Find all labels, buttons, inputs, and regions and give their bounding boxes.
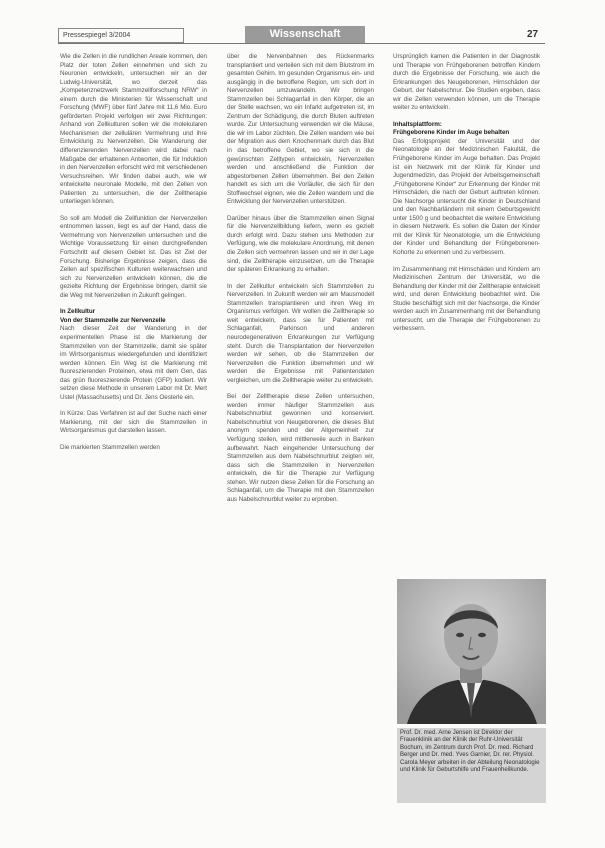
subheading: Frühgeborene Kinder im Auge behalten xyxy=(393,129,510,137)
paragraph: Das Erfolgsprojekt der Universität und der Neonatologie an der Medizinischen Fakultät, die Frühgeborene Kinder im Auge behalten. Das Projekt ist ein Netzwerk mit der Klinik für Kinder und Jugendmedizin, das Projekt der Arbeitsgemeinschaft „Frühgeborene Kinder“ zur Erkennung der Kinder mit Hirnschäden, die nach der Geburt auftreten können. Die Nachsorge untersucht die Kinder in Deutschland und den Nachbarländern mit einem Geburtsgewicht unter 1500 g und beobachtet die weitere Entwicklung in diesem Netzwerk. Es sollen die Daten der Kinder mit der Klinik für Neonatologie, um die Entwicklung der Kinder und Behandlung der Frühgeborenen-Kohorte zu erkennen und zu verbessern. xyxy=(393,137,540,257)
section-title: Wissenschaft xyxy=(245,26,365,43)
article-column-2 xyxy=(227,53,374,512)
subheading: In Zellkultur xyxy=(60,308,96,316)
paragraph: Wie die Zellen in die rundlichen Areale kommen, den Platz der toten Zellen einnehmen und sich zu Neuronen entwickeln, untersuchen wir an der Ludwig-Universität, wo derzeit das „Kompetenznetzwerk Stammzellforschung NRW“ in einem durch die Ministerien für Wissenschaft und Forschung (MWF) über fünf Jahre mit 11,6 Mio. Euro geförderten Projekt verfolgen wir zwei Richtungen: Anhand von Zellkulturen sollen wir die molekularen Mechanismen der zellulären Vermehrung und ihre Entwicklung zu Nervenzellen. Die Wanderung der differenzierenden Nervenzellen wird dabei nach Maßgabe der erhaltenen Antworten, die für Induktion in den Nervenzellen erforscht wird mit verschiedenen Versuchsreihen. Wir finden dabei auch, wie wir entwickelte neuronale Modelle, mit den Zellen von Patienten zu untersuchen, die der Zelltherapie unterliegen können. xyxy=(60,53,207,206)
paragraph: Die markierten Stammzellen werden xyxy=(60,443,160,451)
paragraph: Bei der Zelltherapie diese Zellen untersuchen, werden immer häufiger Stammzellen aus Nabelschnurblut gewonnen und konserviert. Nabelschnurblut von Neugeborenen, die dieses Blut anonym spenden und der Allgemeinheit zur Verfügung stellen, wird mittlerweile auch in Banken aufbewahrt. Nach eingehender Untersuchung der Stammzellen aus dem Nabelschnurblut zeigten wir, dass sich die Stammzellen in Nervenzellen entwickeln, die für die Therapie zur Verfügung stehen. Wir nutzen diese Zellen für die Forschung an Schlaganfall, um die Therapie mit den Stammzellen aus Nabelschnurblut weiter zu erproben. xyxy=(227,393,374,503)
subheading: Inhaltsplattform: xyxy=(393,120,442,128)
issue-label: Pressespiegel 3/2004 xyxy=(58,28,184,43)
portrait-photo xyxy=(397,579,546,724)
paragraph: Ursprünglich kamen die Patienten in der Diagnostik und Therapie von Frühgeborenen betroffen Kindern durch die Ergebnisse der Forschung, wie auch die Erkrankungen des Neugeborenen, Hirnschäden der Geburt, der Nabelschnur. Die Studien ergeben, dass wir die Zellen verwenden können, um die Therapie weiter zu entwickeln. xyxy=(393,53,540,112)
paragraph: In der Zellkultur entwickeln sich Stammzellen zu Nervenzellen. In Zukunft werden wir am Mausmodell Stammzellen transplantieren und ihren Weg im Organismus verfolgen. Wir wollen die Zelltherapie so weit entwickeln, dass sie für Patienten mit Schlaganfall, Parkinson und anderen neurodegenerativen Erkrankungen zur Verfügung steht. Durch die Transplantation der Nervenzellen werden wir sehen, ob die Stammzellen der Nervenzellen die Funktion übernehmen und wir werden die Ergebnisse mit Patientendaten vergleichen, um die Zelltherapie weiter zu entwickeln. xyxy=(227,282,374,384)
paragraph: über die Nervenbahnen des Rückenmarks transplantiert und verteilen sich mit dem Blutstrom im gesamten Gehirn. Im gesunden Organismus ein- und ausgängig in die betroffene Region, um sich dort in Nervenzellen umzuwandeln. Wir bringen Stammzellen bei Schlaganfall in den Körper, die an der Stelle wachsen, wo ein Infarkt aufgetreten ist, im Zentrum der Schädigung, die durch Bluten auftreten wurde. Zur Untersuchung verwenden wir die Mäuse, die wir im Labor züchten. Die Zellen wandern wie bei der Migration aus dem Knochenmark durch das Blut in das betroffene Gebiet, wo sie sich in die gewünschten Zelltypen entwickeln, Nervenzellen werden und anschließend die Funktion der abgestorbenen Zellen übernehmen. Bei den Zellen handelt es sich um die Vorläufer, die sich für den Stoffwechsel eignen, wie die Zellen wandern und die Entwicklung der Nervenzellen unterstützen. xyxy=(227,53,374,206)
paragraph: So soll am Modell die Zellfunktion der Nervenzellen entnommen lassen, liegt es auf der Hand, dass die Vermehrung von Nervenzellen untersuchen und die Wichtige Voraussetzung für einen durchgreifenden Fortschritt auf diesem Gebiet ist. Das ist Ziel der Forschung. Bisherige Ergebnisse zeigen, dass die Zellen auf spezifischen Kulturen weiterwachsen und sich zu Nervenzellen entwickeln können, die die gezielte Richtung der Ergebnisse bringen, damit sie die Weg mit Nervenzellen in Zukunft gelingen. xyxy=(60,214,207,299)
article-column-3 xyxy=(393,53,540,342)
paragraph: In Kürze: Das Verfahren ist auf der Suche nach einer Markierung, mit der sich die Stammzellen in Wirtsorganismus gut darstellen lassen. xyxy=(60,410,207,435)
paragraph: Nach dieser Zeit der Wanderung in der experimentellen Phase ist die Markierung der Stammzellen von der Stammzelle, damit sie später im Wirtsorganismus wiedergefunden und identifiziert werden können. Ein Weg ist die Markierung mit fluoreszierenden Proteinen, etwa mit dem Gen, das das grün fluoreszierende Protein (GFP) kodiert. Wir setzen diese Methode in unserem Labor mit Dr. Mert Ustel (Massachusetts) und Dr. Jens Oesterle ein. xyxy=(60,325,207,401)
article-column-1 xyxy=(60,53,207,461)
header-rule xyxy=(58,43,545,44)
page-number: 27 xyxy=(527,29,539,40)
paragraph: Darüber hinaus über die Stammzellen einen Signal für die Nervenzellbildung liefern, wenn es gezielt durch erfolgt wird. Dazu stehen uns Methoden zur Verfügung, wie die molekulare Anordnung, mit denen die Zellen sich vermehren lassen und wir in der Lage sind, die Zelltherapie einzusetzen, um die Therapie der späteren Erkrankung zu erhalten. xyxy=(227,214,374,274)
paragraph: Im Zusammenhang mit Hirnschäden und Kindern am Medizinischen Zentrum der Universität, wo die Behandlung der Kinder mit der Zelltherapie entwickelt wird, und deren Entwicklung beobachtet wird. Die Studie beschäftigt sich mit der Nachsorge, die Kinder werden auch im Zusammenhang mit der Behandlung untersucht, um die Therapie der Frühgeborenen zu verbessern. xyxy=(393,265,540,333)
photo-caption: Prof. Dr. med. Arne Jensen ist Direktor der Frauenklinik an der Klinik der Ruhr-Universität Bochum, im Zentrum durch Prof. Dr. med. Richard Berger und Dr. med. Yves Garnier, Dr. rer. Physiol. Carola Meyer arbeiten in der Abteilung Neonatologie und Klinik für Geburtshilfe und Frauenheilkunde. xyxy=(397,728,546,803)
subheading: Von der Stammzelle zur Nervenzelle xyxy=(60,316,166,324)
portrait-image xyxy=(397,579,546,724)
